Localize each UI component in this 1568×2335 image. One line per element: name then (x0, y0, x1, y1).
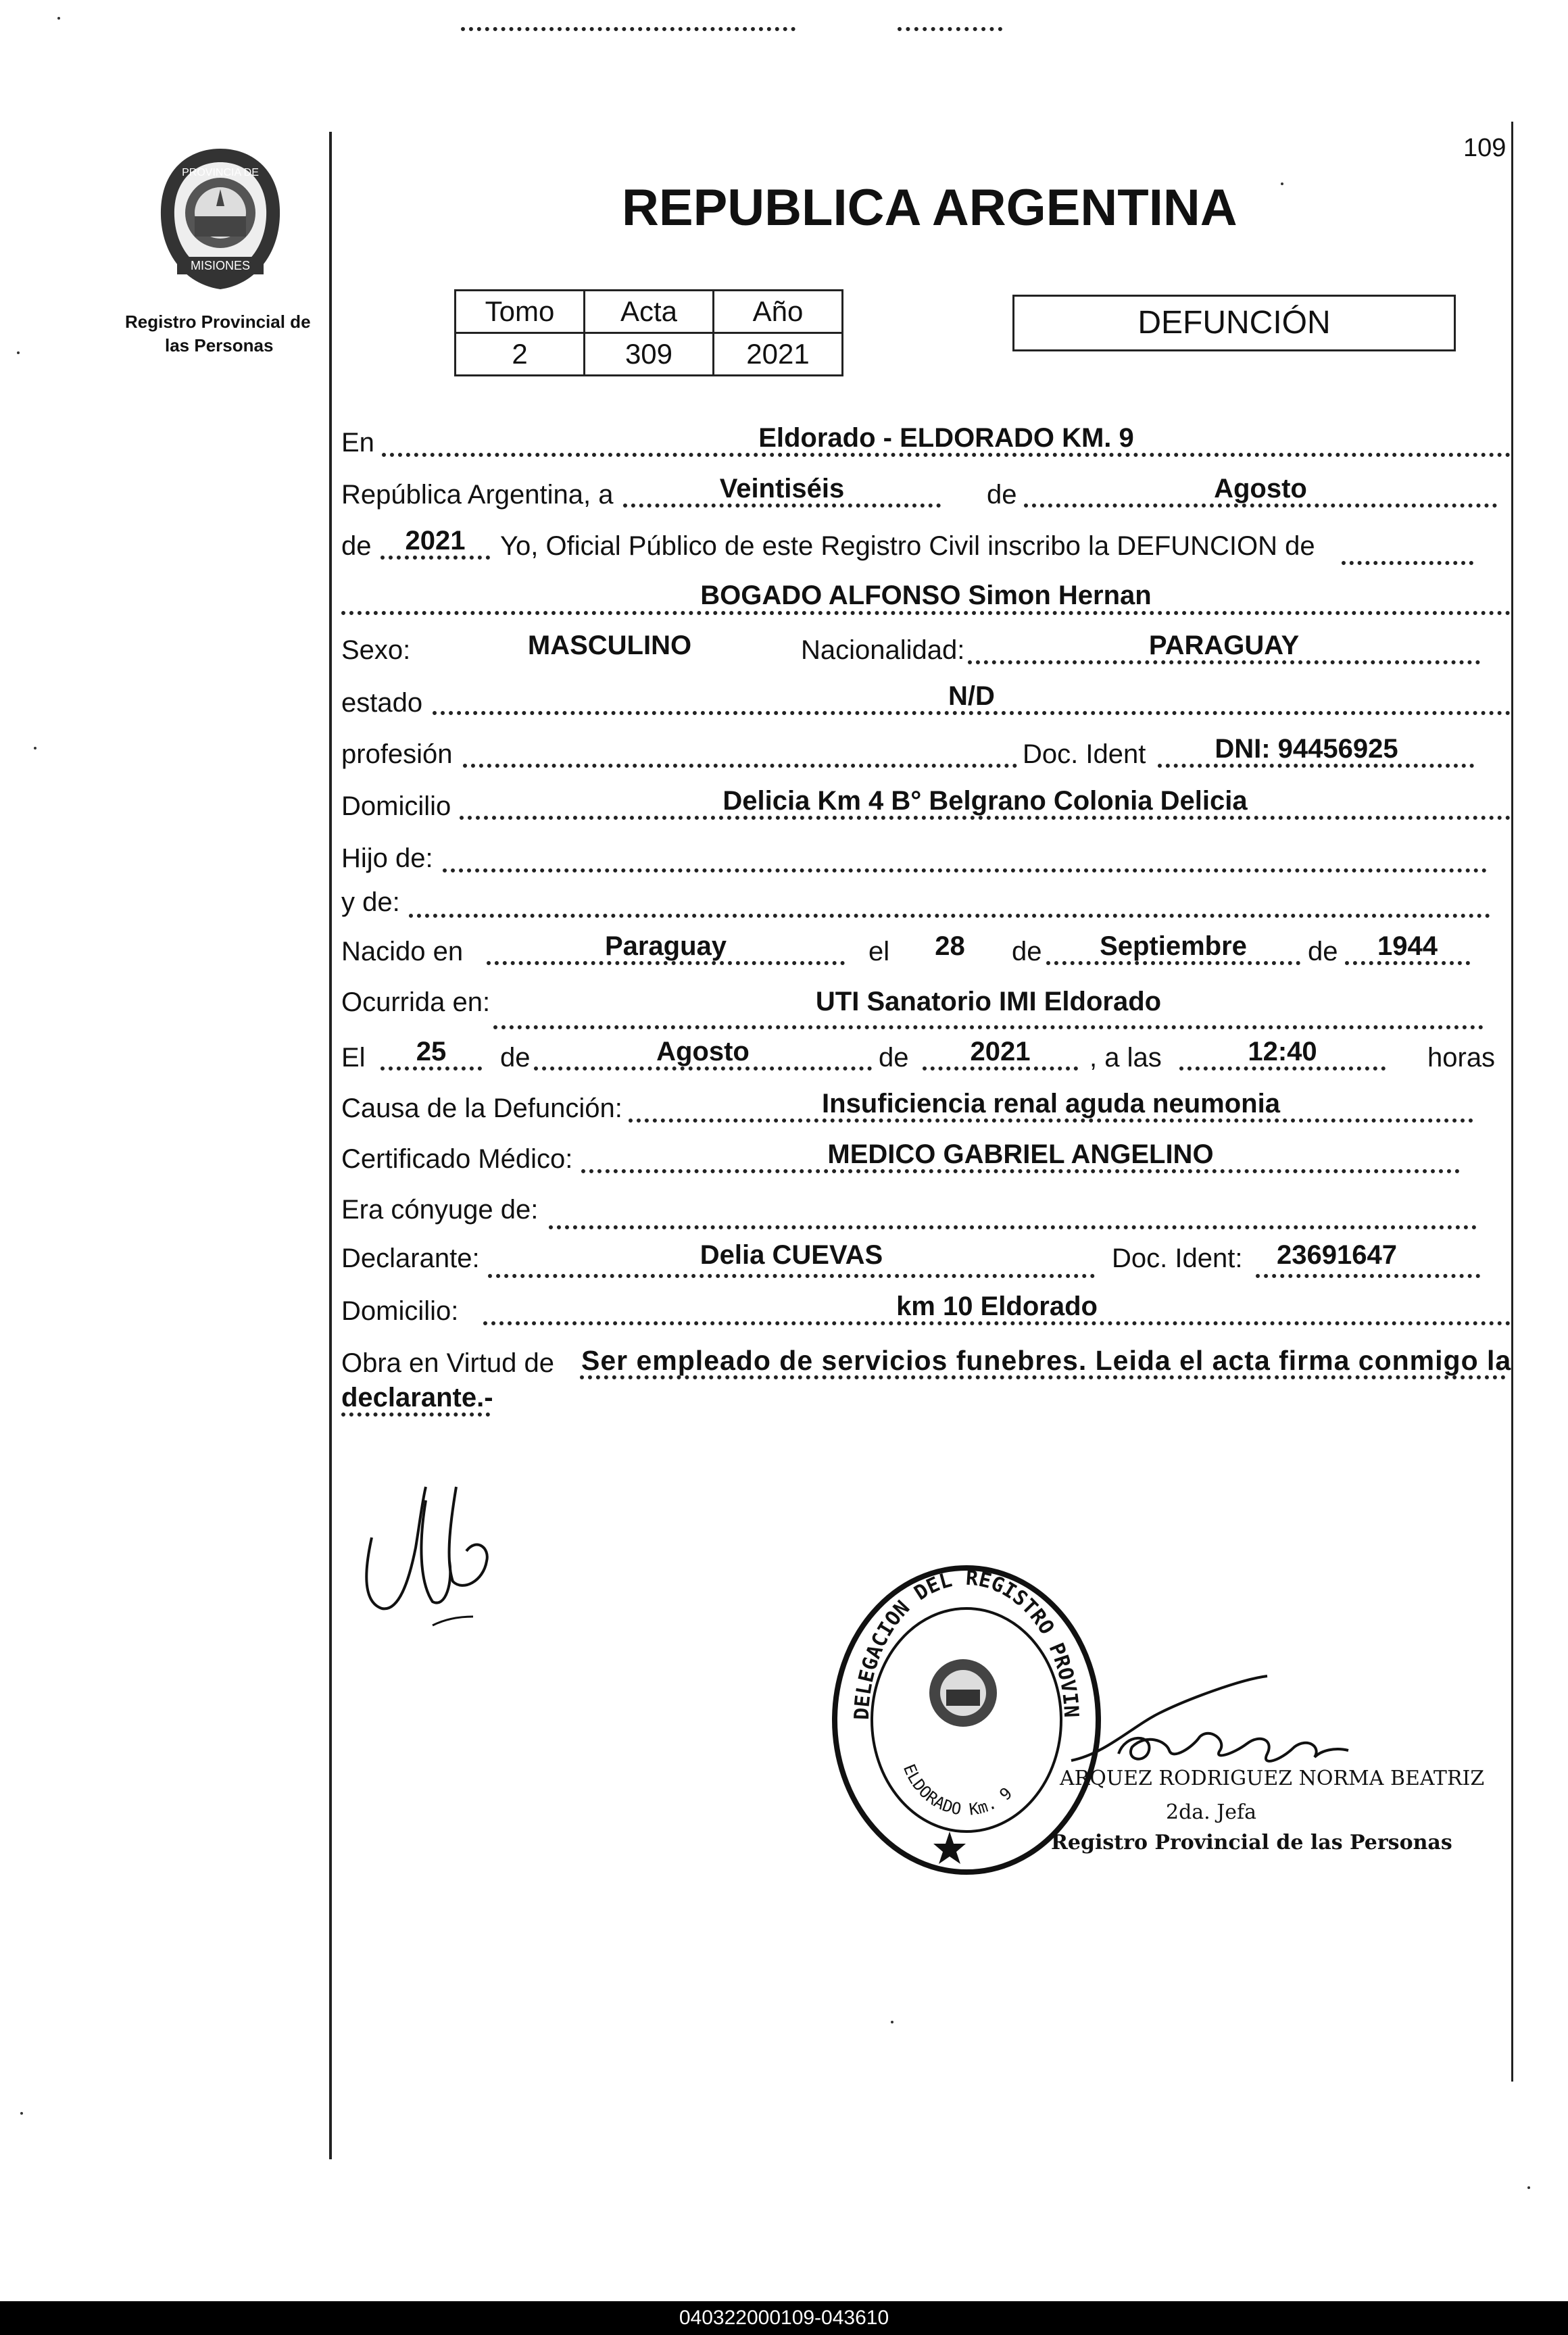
label-obra: Obra en Virtud de (341, 1348, 555, 1378)
official-title: 2da. Jefa (1166, 1800, 1257, 1824)
label-estado: estado (341, 688, 423, 718)
registry-name-line1: Registro Provincial de (125, 312, 311, 332)
label-y-de: y de: (341, 887, 400, 917)
label-republica: República Argentina, a (341, 480, 614, 510)
value-hora: 12:40 (1248, 1037, 1317, 1066)
label-conyuge: Era cónyuge de: (341, 1195, 539, 1225)
scan-speck (891, 2021, 893, 2023)
label-el: el (868, 937, 890, 966)
value-sexo: MASCULINO (527, 631, 692, 660)
label-certificado: Certificado Médico: (341, 1144, 573, 1174)
value-estado: N/D (948, 681, 995, 711)
label-yo-oficial: Yo, Oficial Público de este Registro Civil inscribo la DEFUNCION de (500, 531, 1315, 561)
value-declarante-dom: km 10 Eldorado (896, 1292, 1098, 1321)
label-de-4: de (1308, 937, 1338, 966)
svg-text:ELDORADO Km. 9: ELDORADO Km. 9 (899, 1761, 1016, 1819)
document-type-box: DEFUNCIÓN (1012, 295, 1456, 351)
scan-speck (17, 351, 20, 354)
table-value-tomo: 2 (456, 333, 585, 376)
label-horas: horas (1427, 1043, 1496, 1073)
value-obra-line1: Ser empleado de servicios funebres. Leida el acta firma conmigo la (581, 1345, 1512, 1376)
label-ocurrida-en: Ocurrida en: (341, 987, 491, 1017)
value-nacionalidad: PARAGUAY (1148, 631, 1300, 660)
field-sexo (461, 0, 795, 31)
scan-speck (57, 17, 60, 20)
table-header-acta: Acta (585, 291, 714, 333)
value-def-anio: 2021 (970, 1037, 1031, 1066)
value-nac-dia: 28 (935, 931, 965, 961)
table-value-acta: 309 (585, 333, 714, 376)
field-profesion (463, 737, 1017, 768)
value-nac-anio: 1944 (1377, 931, 1438, 961)
value-anio: 2021 (405, 526, 466, 556)
value-obra-line2: declarante.- (341, 1383, 493, 1412)
value-certificado: MEDICO GABRIEL ANGELINO (827, 1139, 1214, 1169)
value-causa: Insuficiencia renal aguda neumonia (822, 1089, 1280, 1119)
field-y-de (409, 887, 1490, 918)
scan-speck (1281, 182, 1283, 185)
page-title: REPUBLICA ARGENTINA (622, 179, 1238, 237)
page-number: 109 (1463, 134, 1506, 162)
label-hijo-de: Hijo de: (341, 843, 433, 873)
value-declarante: Delia CUEVAS (700, 1240, 883, 1270)
field-conyuge (549, 1198, 1477, 1229)
value-nacido-en: Paraguay (604, 931, 727, 961)
label-de-5: de (500, 1043, 531, 1073)
label-doc-ident-2: Doc. Ident: (1112, 1244, 1243, 1273)
label-nacido-en: Nacido en (341, 937, 464, 966)
acta-table (454, 289, 843, 376)
value-def-dia: 25 (416, 1037, 447, 1066)
value-def-mes: Agosto (656, 1037, 750, 1066)
svg-text:PROVINCIA DE: PROVINCIA DE (182, 167, 259, 178)
value-mes: Agosto (1214, 474, 1307, 503)
field-defuncion-de (1342, 534, 1473, 565)
scan-speck (20, 2112, 23, 2115)
label-declarante: Declarante: (341, 1244, 480, 1273)
value-doc: DNI: 94456925 (1215, 734, 1398, 764)
label-de-3: de (1012, 937, 1042, 966)
label-de-2: de (341, 531, 372, 561)
official-name: ARQUEZ RODRIGUEZ NORMA BEATRIZ (1060, 1767, 1485, 1790)
table-header-anio: Año (714, 291, 843, 333)
official-signature (1051, 1673, 1389, 1781)
label-doc-ident: Doc. Ident (1023, 739, 1146, 769)
label-domicilio-2: Domicilio: (341, 1296, 459, 1326)
value-declarante-doc: 23691647 (1277, 1240, 1397, 1270)
footer-code: 040322000109-043610 (0, 2301, 1568, 2335)
field-hijo-de (443, 841, 1487, 872)
value-ocurrida-en: UTI Sanatorio IMI Eldorado (815, 987, 1162, 1016)
value-nac-mes: Septiembre (1100, 931, 1247, 961)
label-en: En (341, 428, 374, 458)
label-sexo: Sexo: (341, 635, 411, 665)
table-header-tomo: Tomo (456, 291, 585, 333)
label-de-1: de (987, 480, 1017, 510)
label-profesion: profesión (341, 739, 453, 769)
svg-text:MISIONES: MISIONES (190, 259, 251, 272)
label-a-las: , a las (1089, 1043, 1162, 1073)
value-nombre: BOGADO ALFONSO Simon Hernan (700, 581, 1152, 610)
value-domicilio: Delicia Km 4 B° Belgrano Colonia Delicia (722, 786, 1248, 816)
scan-speck (1527, 2186, 1530, 2189)
table-value-anio: 2021 (714, 333, 843, 376)
label-nacionalidad: Nacionalidad: (801, 635, 965, 665)
official-office: Registro Provincial de las Personas (1051, 1831, 1452, 1854)
declarante-signature (351, 1473, 507, 1629)
field-nac-dia (898, 0, 1002, 31)
label-de-6: de (879, 1043, 909, 1073)
label-causa: Causa de la Defunción: (341, 1093, 622, 1123)
left-margin-line (329, 132, 332, 2159)
registry-name-line2: las Personas (165, 335, 274, 355)
scan-speck (34, 747, 36, 749)
value-lugar: Eldorado - ELDORADO KM. 9 (758, 423, 1134, 453)
right-margin-line (1511, 122, 1513, 2082)
label-el-cap: El (341, 1043, 366, 1073)
misiones-coat-of-arms-icon (150, 142, 291, 294)
value-dia-letras: Veintiséis (719, 474, 845, 503)
svg-text:DELEGACION DEL REGISTRO PROVIN: DELEGACION DEL REGISTRO PROVIN (850, 1566, 1083, 1721)
label-domicilio: Domicilio (341, 791, 451, 821)
